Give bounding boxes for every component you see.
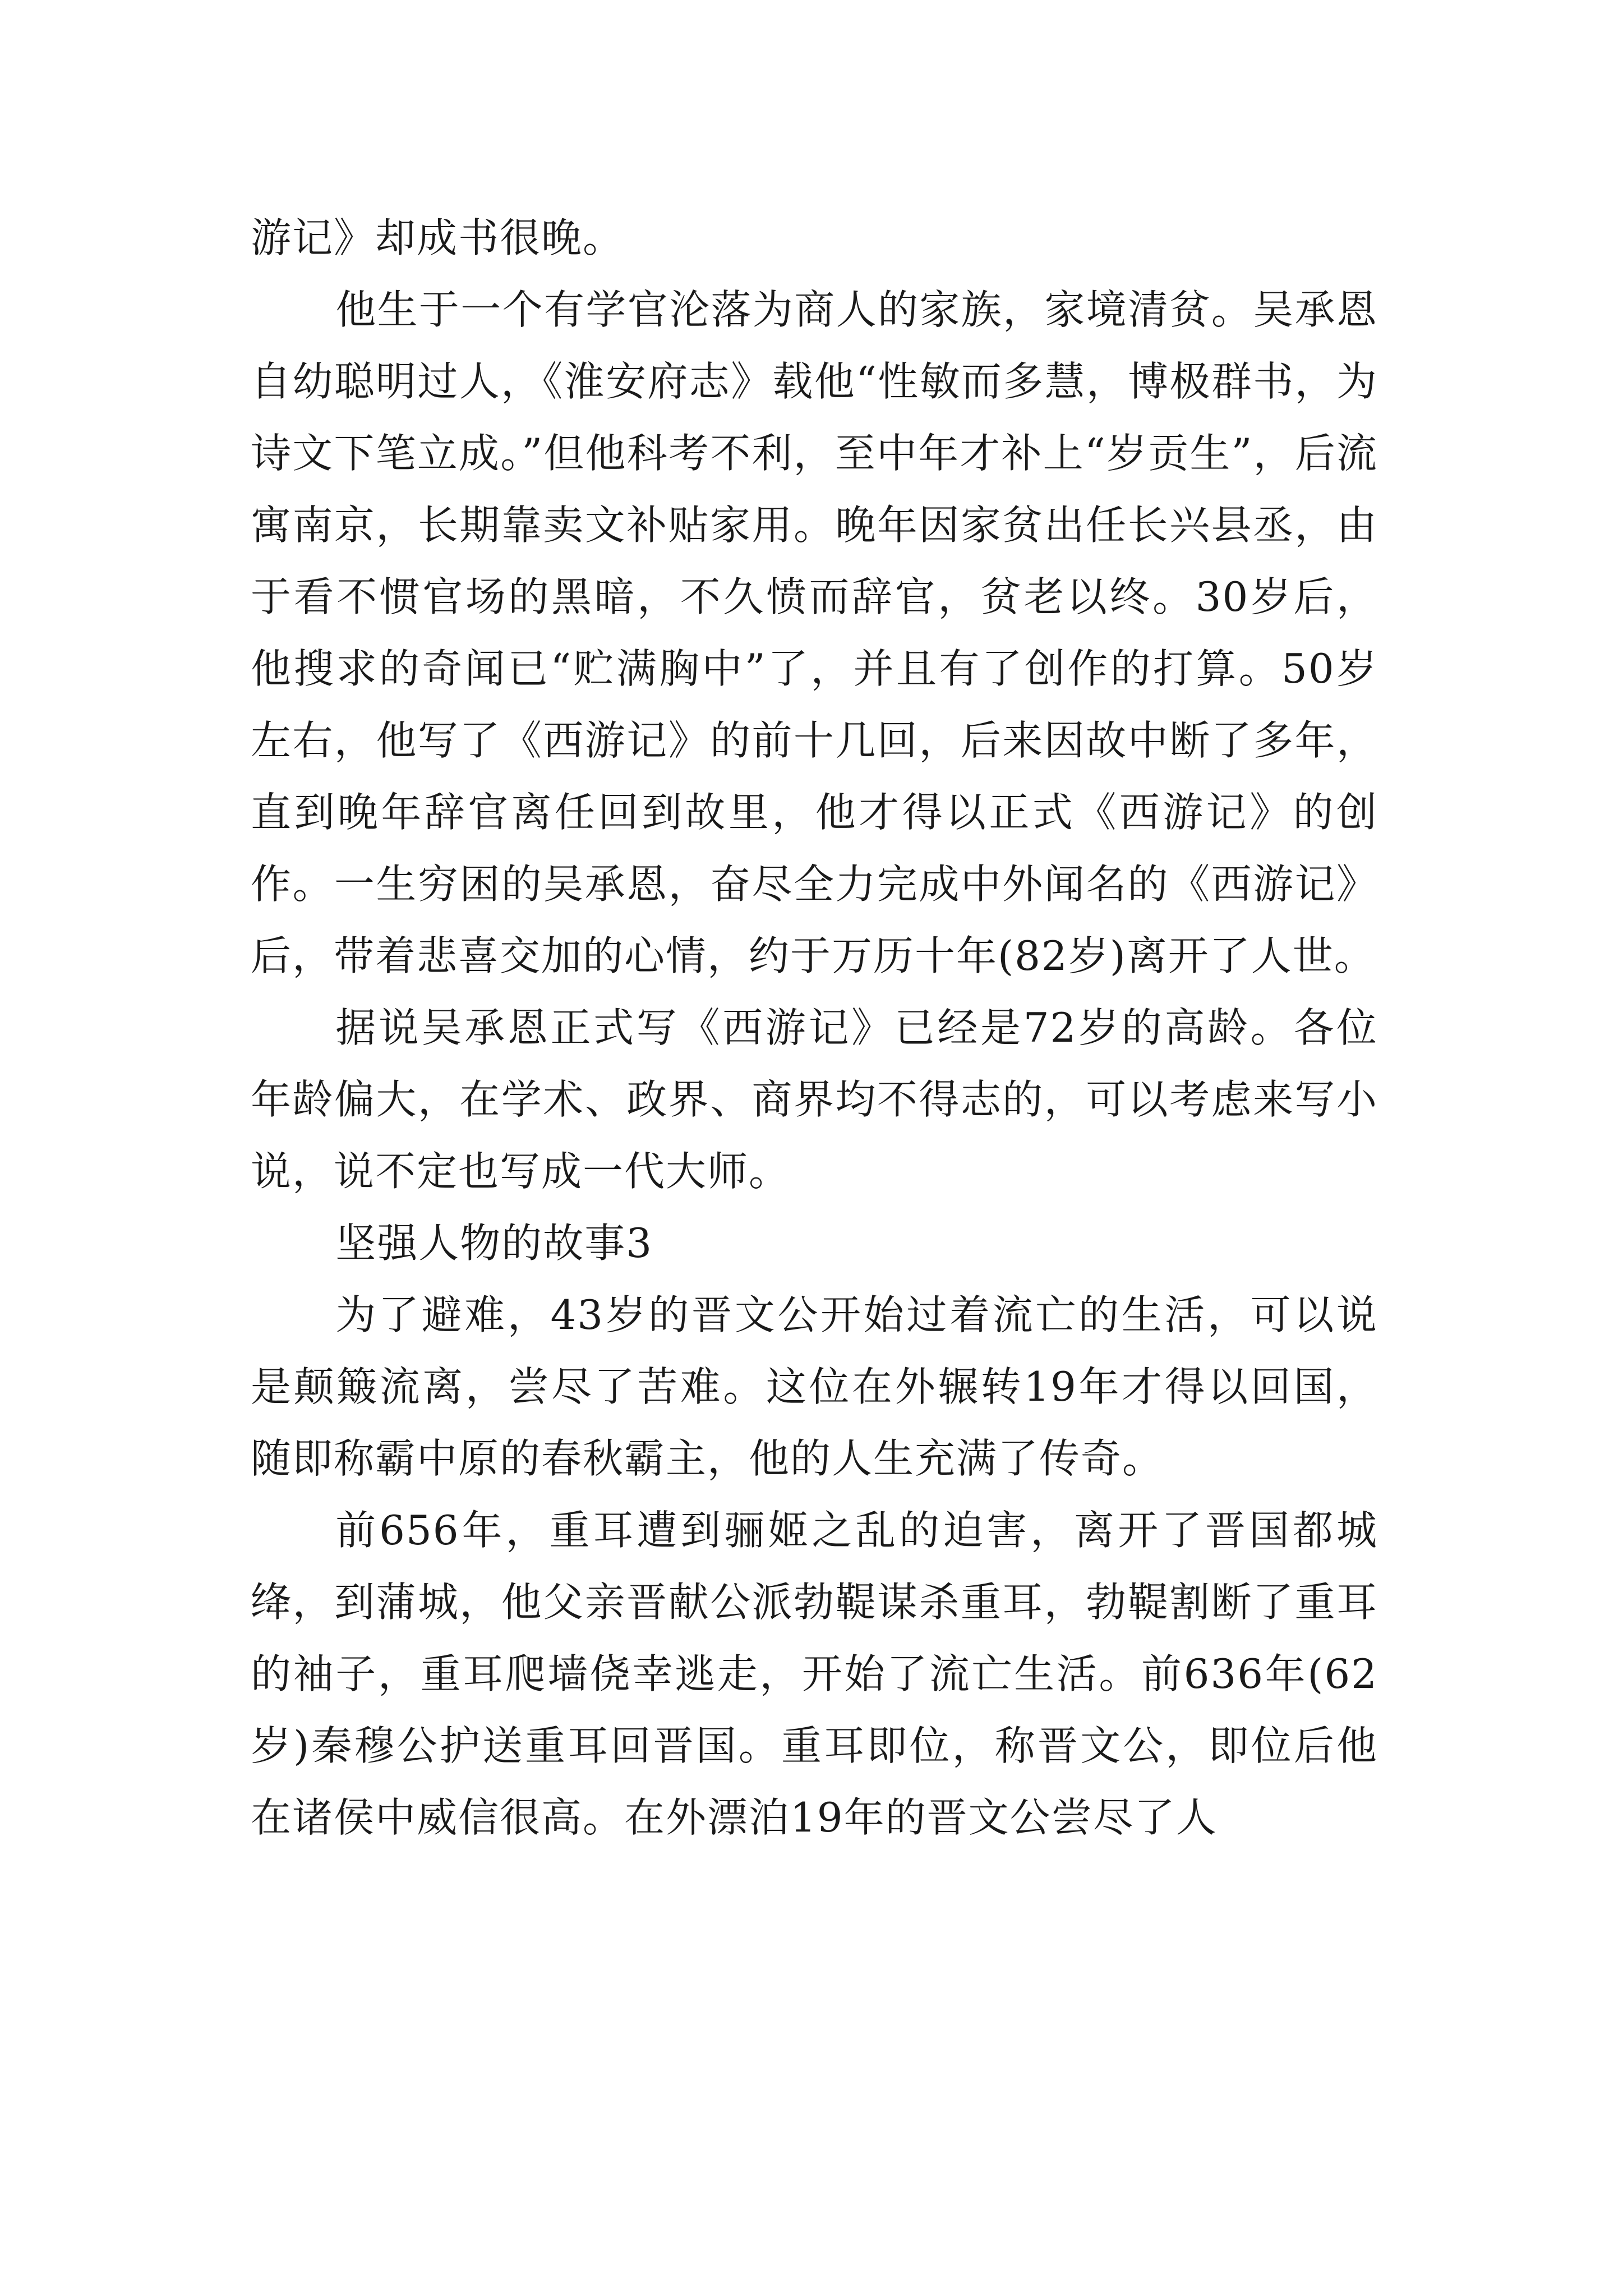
paragraph-1: 游记》却成书很晚。 — [251, 214, 625, 261]
paragraph-2: 他生于一个有学官沦落为商人的家族，家境清贫。吴承恩自幼聪明过人，《淮安府志》载他“性敏而多慧，博极群书，为诗文下笔立成。”但他科考不利，至中年才补上“岁贡生”，后流寓南京，长期靠卖文补贴家用。晚年因家贫出任长兴县丞，由于看不惯官场的黑暗，不久愤而辞官，贫老以终。30岁后，他搜求的奇闻已“贮满胸中”了，并且有了创作的打算。50岁左右，他写了《西游记》的前十几回，后来因故中断了多年，直到晚年辞官离任回到故里，他才得以正式《西游记》的创作。一生穷困的吴承恩，奋尽全力完成中外闻名的《西游记》后，带着悲喜交加的心情，约于万历十年(82岁)离开了人世。 — [251, 286, 1378, 979]
paragraph-3: 据说吴承恩正式写《西游记》已经是72岁的高龄。各位年龄偏大，在学术、政界、商界均不得志的，可以考虑来写小说，说不定也写成一代大师。 — [251, 1004, 1378, 1195]
paragraph-4: 为了避难，43岁的晋文公开始过着流亡的生活，可以说是颠簸流离，尝尽了苦难。这位在外辗转19年才得以回国，随即称霸中原的春秋霸主，他的人生充满了传奇。 — [251, 1291, 1378, 1482]
document-body — [251, 202, 1378, 1853]
paragraph-5: 前656年，重耳遭到骊姬之乱的迫害，离开了晋国都城绛，到蒲城，他父亲晋献公派勃鞮谋杀重耳，勃鞮割断了重耳的袖子，重耳爬墙侥幸逃走，开始了流亡生活。前636年(62岁)秦穆公护送重耳回晋国。重耳即位，称晋文公，即位后他在诸侯中威信很高。在外漂泊19年的晋文公尝尽了人 — [251, 1507, 1378, 1841]
section-heading: 坚强人物的故事3 — [335, 1220, 653, 1267]
